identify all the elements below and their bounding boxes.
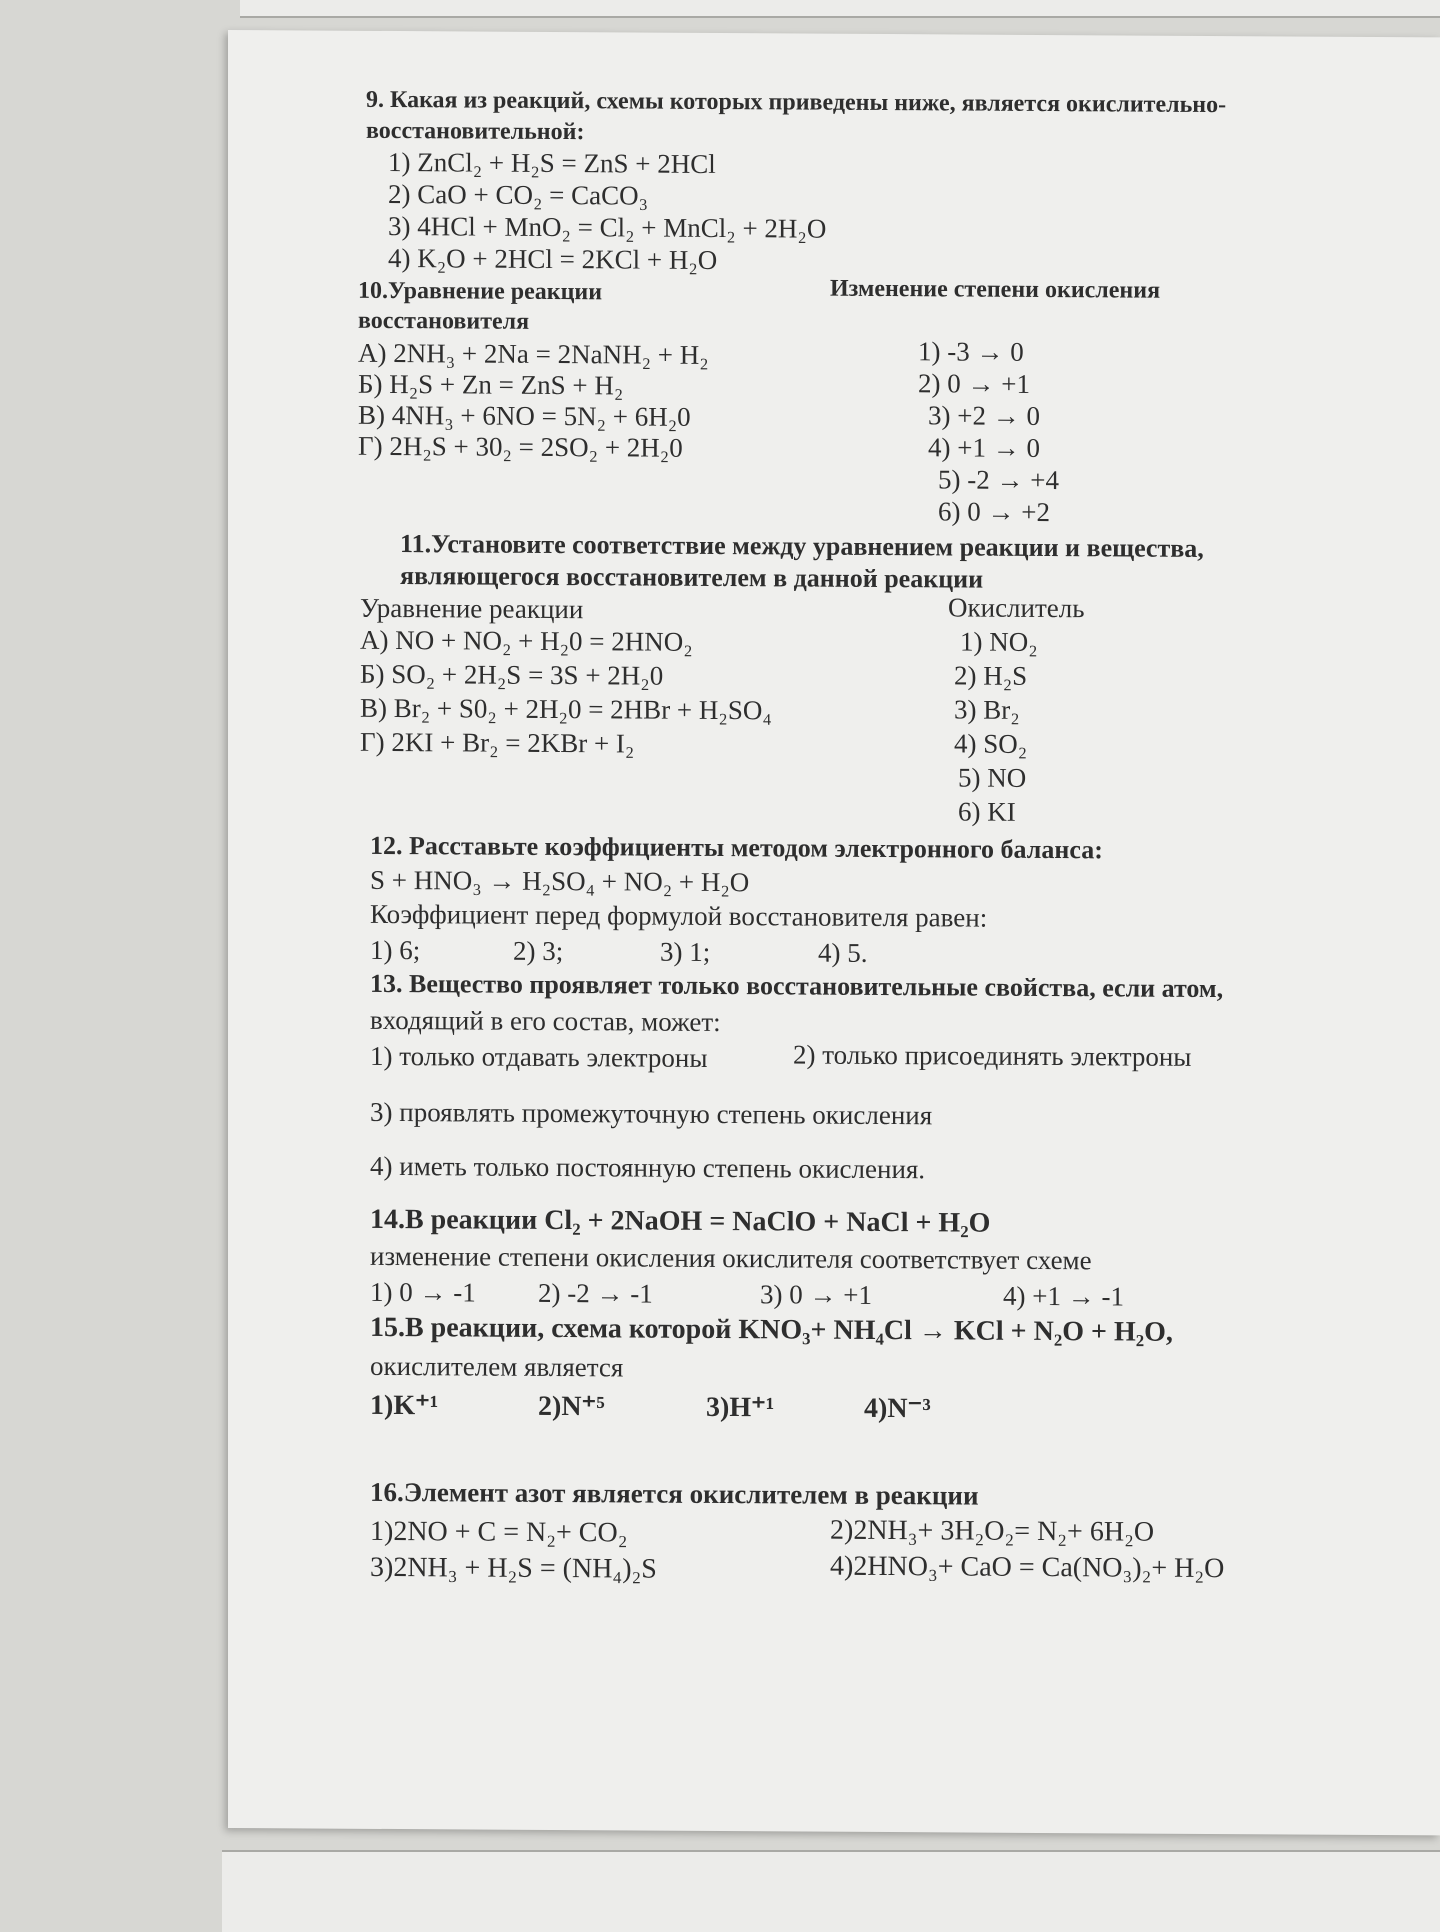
q11-header-left: Уравнение реакции — [360, 592, 584, 625]
q14-option-1: 1) 0 → -1 — [370, 1276, 476, 1308]
q13-option-3: 3) проявлять промежуточную степень окисления — [370, 1096, 933, 1131]
q11-option-2: 2) H₂S — [954, 660, 1028, 691]
q14-option-3: 3) 0 → +1 — [760, 1279, 872, 1310]
q16-option-1: 1)2NO + C = N₂+ CO₂ — [370, 1515, 628, 1549]
q10-change-1: 1) -3 → 0 — [918, 336, 1024, 367]
q13-title-line2: входящий в его состав, может: — [370, 1004, 721, 1038]
q10-header-right: Изменение степени окисления — [830, 275, 1161, 304]
q9-option-2: 2) CaO + CO₂ = CaCO₃ — [388, 178, 649, 211]
q9-option-4: 4) K₂O + 2HCl = 2KCl + H₂O — [388, 242, 718, 275]
q14-subtitle: изменение степени окисления окислителя соответствует схеме — [370, 1240, 1092, 1276]
q11-option-5: 5) NO — [958, 762, 1027, 793]
q9-option-1: 1) ZnCl₂ + H₂S = ZnS + 2HCl — [388, 146, 716, 179]
q10-change-2: 2) 0 → +1 — [918, 368, 1030, 399]
q10-equation-g: Г) 2H₂S + 30₂ = 2SO₂ + 2H₂0 — [358, 430, 683, 463]
q12-option-3: 3) 1; — [660, 936, 711, 967]
q11-equation-g: Г) 2KI + Br₂ = 2KBr + I₂ — [360, 726, 635, 759]
q11-equation-v: В) Br₂ + S0₂ + 2H₂0 = 2HBr + H₂SO₄ — [360, 692, 772, 726]
q11-option-1: 1) NO₂ — [960, 626, 1038, 657]
q15-option-3: 3)H⁺¹ — [706, 1391, 775, 1424]
q14-option-4: 4) +1 → -1 — [1003, 1280, 1124, 1312]
q15-option-2: 2)N⁺⁵ — [538, 1390, 605, 1423]
q10-change-3: 3) +2 → 0 — [928, 400, 1040, 431]
q16-option-2: 2)2NH₃+ 3H₂O₂= N₂+ 6H₂O — [830, 1514, 1155, 1548]
q12-equation: S + HNO₃ → H₂SO₄ + NO₂ + H₂O — [370, 864, 750, 898]
q14-title: 14.В реакции Cl₂ + 2NaOH = NaClO + NaCl + H₂O — [370, 1203, 991, 1239]
q13-title-line1: 13. Вещество проявляет только восстановительные свойства, если атом, — [370, 968, 1224, 1004]
q9-title-line2: восстановительной: — [366, 117, 585, 146]
q11-option-3: 3) Br₂ — [954, 694, 1020, 725]
q11-equation-b: Б) SO₂ + 2H₂S = 3S + 2H₂0 — [360, 658, 664, 691]
q11-header-right: Окислитель — [948, 592, 1085, 624]
q10-header-left-2: восстановителя — [358, 307, 530, 335]
q13-option-4: 4) иметь только постоянную степень окисления. — [370, 1150, 926, 1185]
q10-equation-a: А) 2NH₃ + 2Na = 2NaNH₂ + H₂ — [358, 337, 709, 370]
q11-option-6: 6) KI — [958, 796, 1016, 827]
q10-change-4: 4) +1 → 0 — [928, 432, 1040, 463]
q12-question: Коэффициент перед формулой восстановителя равен: — [370, 898, 988, 933]
q13-option-2: 2) только присоединять электроны — [793, 1039, 1192, 1072]
q15-title: 15.В реакции, схема которой KNO₃+ NH₄Cl → KCl + N₂O + H₂O, — [370, 1311, 1173, 1348]
q10-header-left-1: 10.Уравнение реакции — [358, 277, 603, 306]
q10-change-5: 5) -2 → +4 — [938, 464, 1059, 496]
q12-option-4: 4) 5. — [818, 937, 868, 968]
previous-page-edge — [240, 0, 1440, 18]
q15-option-1: 1)K⁺¹ — [370, 1389, 439, 1422]
q12-option-1: 1) 6; — [370, 934, 421, 966]
q10-change-6: 6) 0 → +2 — [938, 496, 1050, 528]
q16-option-3: 3)2NH₃ + H₂S = (NH₄)₂S — [370, 1551, 657, 1585]
worksheet-page — [228, 30, 1440, 1835]
q9-option-3: 3) 4HCl + MnO₂ = Cl₂ + MnCl₂ + 2H₂O — [388, 210, 827, 244]
q16-title: 16.Элемент азот является окислителем в реакции — [370, 1476, 979, 1511]
q10-equation-v: В) 4NH₃ + 6NO = 5N₂ + 6H₂0 — [358, 399, 691, 432]
q13-option-1: 1) только отдавать электроны — [370, 1040, 708, 1073]
q9-title-line1: 9. Какая из реакций, схемы которых приведены ниже, является окислительно- — [366, 86, 1227, 119]
q15-option-4: 4)N⁻³ — [864, 1392, 931, 1425]
q12-option-2: 2) 3; — [513, 935, 564, 967]
q11-title-line2: являющегося восстановителем в данной реакции — [400, 561, 984, 594]
q10-equation-b: Б) H₂S + Zn = ZnS + H₂ — [358, 368, 624, 401]
q11-option-4: 4) SO₂ — [954, 728, 1028, 759]
q14-option-2: 2) -2 → -1 — [538, 1277, 653, 1309]
q12-title: 12. Расставьте коэффициенты методом электронного баланса: — [370, 830, 1103, 865]
q16-option-4: 4)2HNO₃+ CaO = Ca(NO₃)₂+ H₂O — [830, 1550, 1225, 1585]
q11-title-line1: 11.Установите соответствие между уравнением реакции и вещества, — [400, 529, 1204, 563]
q15-subtitle: окислителем является — [370, 1350, 624, 1383]
q11-equation-a: А) NO + NO₂ + H₂0 = 2HNO₂ — [360, 624, 693, 657]
